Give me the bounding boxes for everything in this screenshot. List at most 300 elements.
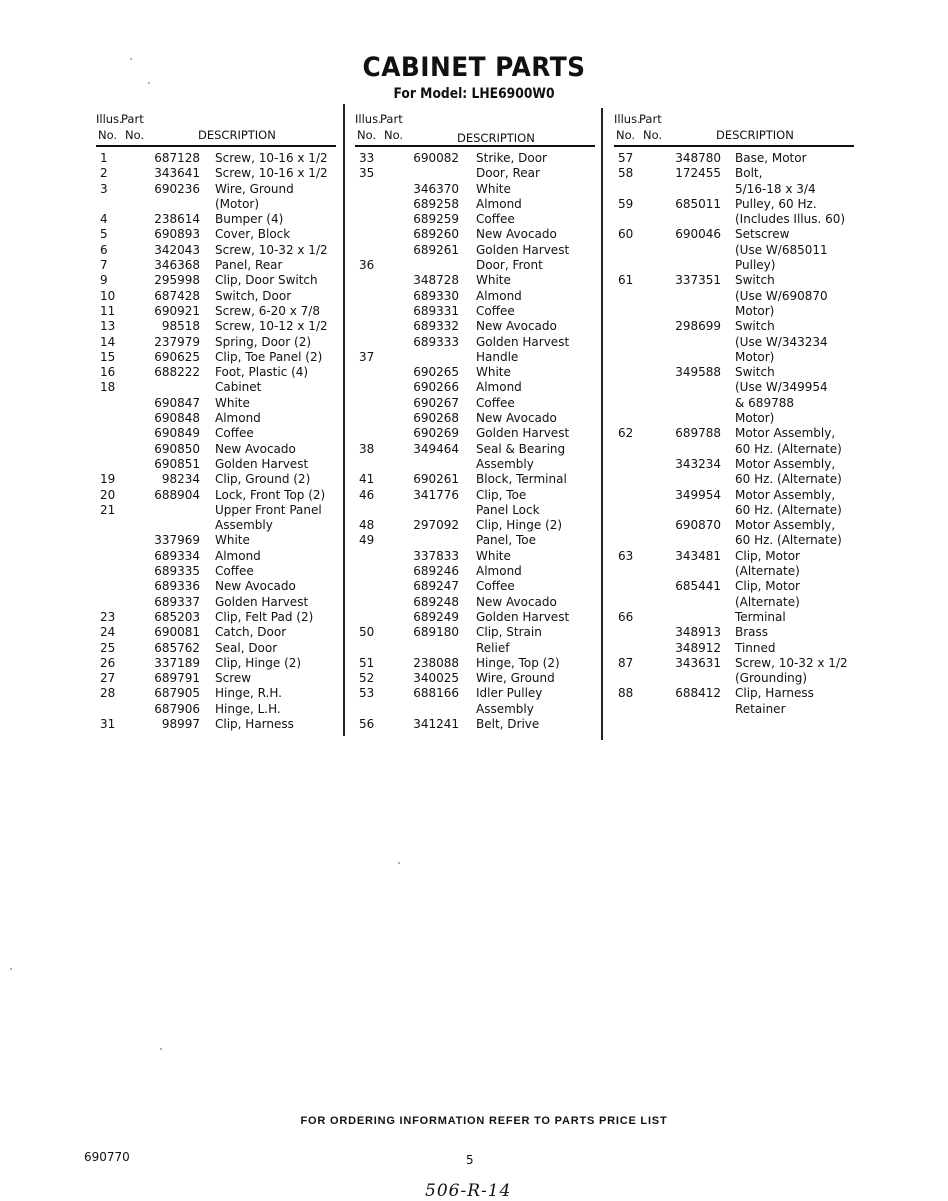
part-number: 685203 — [154, 609, 200, 624]
illus-number: 19 — [100, 472, 116, 487]
illus-number: 31 — [100, 716, 116, 731]
part-number: 689337 — [154, 594, 200, 609]
illus-number: 5 — [100, 227, 108, 242]
part-description: Bumper (4) — [215, 212, 284, 227]
part-description: Motor Assembly, — [735, 426, 836, 441]
illus-number: 36 — [359, 258, 375, 273]
parts-row — [96, 442, 336, 457]
parts-row — [96, 503, 336, 518]
parts-row — [96, 212, 336, 227]
part-description: Hinge, L.H. — [215, 701, 281, 716]
part-description: Seal, Door — [215, 640, 278, 655]
handwritten-note: 506-R-14 — [425, 1181, 512, 1201]
part-description: Tinned — [735, 640, 776, 655]
parts-row — [96, 656, 336, 671]
part-description: (Use W/690870 — [735, 288, 828, 303]
parts-row — [614, 212, 854, 227]
illus-number: 18 — [100, 380, 116, 395]
parts-row — [355, 166, 595, 181]
parts-row — [96, 518, 336, 533]
parts-row — [614, 258, 854, 273]
scan-speck — [148, 82, 150, 84]
parts-row — [96, 595, 336, 610]
part-description: Almond — [476, 196, 522, 211]
header-rule — [355, 145, 595, 147]
part-description: Wire, Ground — [215, 181, 294, 196]
part-number: 689246 — [413, 564, 459, 579]
parts-row — [355, 518, 595, 533]
part-description: (Use W/343234 — [735, 334, 828, 349]
part-number: 689260 — [413, 227, 459, 242]
parts-row — [355, 625, 595, 640]
parts-row — [614, 610, 854, 625]
part-description: (Use W/685011 — [735, 242, 828, 257]
parts-row — [614, 335, 854, 350]
part-number: 689249 — [413, 609, 459, 624]
part-description: Coffee — [476, 212, 515, 227]
part-number: 337189 — [154, 655, 200, 670]
part-number: 348913 — [675, 625, 721, 640]
part-number: 172455 — [675, 166, 721, 181]
column-divider — [343, 104, 345, 736]
illus-number: 58 — [618, 166, 634, 181]
parts-row — [614, 396, 854, 411]
part-description: 60 Hz. (Alternate) — [735, 502, 842, 517]
parts-row — [355, 671, 595, 686]
part-number: 690849 — [154, 426, 200, 441]
column-header — [96, 108, 336, 145]
parts-row — [96, 549, 336, 564]
illus-number: 13 — [100, 319, 116, 334]
parts-row — [355, 151, 595, 166]
illus-number: 16 — [100, 365, 116, 380]
parts-row — [96, 426, 336, 441]
part-number: 688904 — [154, 487, 200, 502]
parts-row — [96, 365, 336, 380]
parts-row — [614, 518, 854, 533]
parts-list — [96, 151, 336, 732]
parts-row — [96, 350, 336, 365]
part-description: Strike, Door — [476, 151, 547, 165]
parts-row — [614, 641, 854, 656]
illus-number: 3 — [100, 181, 108, 196]
part-description: Hinge, Top (2) — [476, 655, 560, 670]
parts-column-3 — [614, 108, 854, 717]
part-number: 690851 — [154, 456, 200, 471]
parts-row — [355, 549, 595, 564]
part-description: Screw, 10-16 x 1/2 — [215, 151, 328, 165]
part-description: White — [476, 365, 511, 380]
illus-number: 23 — [100, 609, 116, 624]
part-description: Bolt, — [735, 166, 763, 181]
part-number: 687906 — [154, 701, 200, 716]
part-number: 342043 — [154, 242, 200, 257]
illus-number: 7 — [100, 258, 108, 273]
parts-row — [355, 380, 595, 395]
illus-number: 35 — [359, 166, 375, 181]
illus-number: 26 — [100, 655, 116, 670]
parts-row — [614, 503, 854, 518]
parts-row — [355, 304, 595, 319]
part-number: 690850 — [154, 441, 200, 456]
part-description: Upper Front Panel — [215, 502, 322, 517]
parts-row — [355, 641, 595, 656]
part-description: 60 Hz. (Alternate) — [735, 441, 842, 456]
part-description: Switch — [735, 319, 775, 334]
parts-row — [614, 488, 854, 503]
part-description: Foot, Plastic (4) — [215, 365, 309, 380]
part-description: Motor) — [735, 349, 775, 364]
parts-row — [614, 671, 854, 686]
part-description: Block, Terminal — [476, 472, 567, 487]
part-number: 690267 — [413, 395, 459, 410]
column-header — [355, 108, 595, 145]
parts-row — [614, 656, 854, 671]
parts-row — [614, 457, 854, 472]
parts-row — [355, 273, 595, 288]
illus-number: 51 — [359, 655, 375, 670]
parts-row — [355, 488, 595, 503]
parts-row — [614, 151, 854, 166]
part-description: Panel Lock — [476, 502, 540, 517]
part-number: 343631 — [675, 655, 721, 670]
header-illus-no: No. — [616, 128, 636, 142]
part-number: 685441 — [675, 579, 721, 594]
part-description: Golden Harvest — [476, 609, 570, 624]
part-description: Motor) — [735, 411, 775, 426]
part-number: 689259 — [413, 212, 459, 227]
parts-row — [96, 564, 336, 579]
parts-row — [96, 319, 336, 334]
parts-row — [355, 289, 595, 304]
part-number: 687128 — [154, 151, 200, 165]
parts-row — [96, 686, 336, 701]
parts-row — [614, 319, 854, 334]
part-number: 689791 — [154, 671, 200, 686]
part-description: Idler Pulley — [476, 686, 543, 701]
parts-row — [96, 625, 336, 640]
part-description: Clip, Strain — [476, 625, 542, 640]
illus-number: 88 — [618, 686, 634, 701]
parts-row — [355, 426, 595, 441]
part-description: Panel, Toe — [476, 533, 537, 548]
illus-number: 61 — [618, 273, 634, 288]
part-description: Brass — [735, 625, 769, 640]
illus-number: 15 — [100, 349, 116, 364]
header-part: Part — [121, 112, 144, 126]
parts-row — [614, 350, 854, 365]
part-number: 238614 — [154, 212, 200, 227]
part-description: Cabinet — [215, 380, 262, 395]
part-description: Screw, 6-20 x 7/8 — [215, 303, 320, 318]
header-description: DESCRIPTION — [716, 128, 794, 142]
part-description: Almond — [215, 548, 261, 563]
part-description: Clip, Motor — [735, 548, 800, 563]
illus-number: 49 — [359, 533, 375, 548]
parts-row — [614, 411, 854, 426]
part-number: 690236 — [154, 181, 200, 196]
parts-row — [355, 335, 595, 350]
part-number: 690625 — [154, 349, 200, 364]
part-description: Coffee — [215, 426, 254, 441]
illus-number: 27 — [100, 671, 116, 686]
part-description: Screw, 10-16 x 1/2 — [215, 166, 328, 181]
scan-speck — [130, 58, 132, 60]
parts-row — [96, 182, 336, 197]
parts-row — [614, 182, 854, 197]
parts-row — [614, 702, 854, 717]
document-number: 690770 — [84, 1150, 130, 1164]
parts-row — [614, 289, 854, 304]
parts-list — [614, 151, 854, 717]
part-number: 349954 — [675, 487, 721, 502]
illus-number: 63 — [618, 548, 634, 563]
illus-number: 24 — [100, 625, 116, 640]
part-description: Door, Rear — [476, 166, 540, 181]
parts-row — [355, 319, 595, 334]
part-number: 690261 — [413, 472, 459, 487]
parts-row — [96, 166, 336, 181]
parts-row — [96, 533, 336, 548]
part-description: White — [476, 181, 511, 196]
part-description: Catch, Door — [215, 625, 287, 640]
parts-row — [614, 564, 854, 579]
parts-list — [355, 151, 595, 732]
parts-row — [355, 457, 595, 472]
part-number: 689247 — [413, 579, 459, 594]
parts-row — [355, 182, 595, 197]
illus-number: 66 — [618, 609, 634, 624]
parts-row — [96, 472, 336, 487]
part-description: Golden Harvest — [476, 426, 570, 441]
parts-row — [96, 702, 336, 717]
illus-number: 6 — [100, 242, 108, 257]
part-number: 689332 — [413, 319, 459, 334]
header-rule — [96, 145, 336, 147]
parts-row — [96, 380, 336, 395]
part-description: Base, Motor — [735, 151, 807, 165]
part-description: Clip, Felt Pad (2) — [215, 609, 314, 624]
part-description: Pulley, 60 Hz. — [735, 196, 817, 211]
part-description: Spring, Door (2) — [215, 334, 312, 349]
parts-row — [96, 641, 336, 656]
part-number: 689333 — [413, 334, 459, 349]
part-description: Panel, Rear — [215, 258, 283, 273]
part-description: Clip, Motor — [735, 579, 800, 594]
part-description: Screw, 10-12 x 1/2 — [215, 319, 328, 334]
parts-row — [614, 686, 854, 701]
part-description: Door, Front — [476, 258, 543, 273]
part-description: Screw, 10-32 x 1/2 — [735, 655, 848, 670]
part-number: 98518 — [161, 319, 200, 334]
parts-row — [355, 442, 595, 457]
parts-row — [355, 579, 595, 594]
parts-row — [355, 197, 595, 212]
page-title: CABINET PARTS — [362, 52, 586, 83]
part-description: Clip, Harness — [215, 716, 294, 731]
part-number: 689248 — [413, 594, 459, 609]
parts-row — [614, 595, 854, 610]
part-number: 343234 — [675, 456, 721, 471]
part-number: 690266 — [413, 380, 459, 395]
part-number: 346370 — [413, 181, 459, 196]
part-number: 340025 — [413, 671, 459, 686]
parts-row — [96, 151, 336, 166]
part-description: Switch — [735, 273, 775, 288]
part-description: 5/16-18 x 3/4 — [735, 181, 816, 196]
header-illus-no: No. — [98, 128, 118, 142]
part-description: Motor) — [735, 303, 775, 318]
part-number: 346368 — [154, 258, 200, 273]
part-description: Screw — [215, 671, 252, 686]
illus-number: 37 — [359, 349, 375, 364]
part-description: Almond — [476, 380, 522, 395]
illus-number: 56 — [359, 716, 375, 731]
parts-column-2 — [355, 108, 595, 732]
part-number: 348728 — [413, 273, 459, 288]
part-description: (Grounding) — [735, 671, 808, 686]
part-number: 689180 — [413, 625, 459, 640]
part-description: Motor Assembly, — [735, 518, 836, 533]
parts-row — [355, 411, 595, 426]
header-description: DESCRIPTION — [457, 131, 535, 145]
part-description: Clip, Hinge (2) — [215, 655, 302, 670]
illus-number: 41 — [359, 472, 375, 487]
part-number: 689261 — [413, 242, 459, 257]
part-description: Almond — [476, 564, 522, 579]
parts-row — [355, 533, 595, 548]
parts-row — [355, 686, 595, 701]
parts-row — [614, 304, 854, 319]
part-description: (Includes Illus. 60) — [735, 212, 846, 227]
part-number: 690848 — [154, 411, 200, 426]
part-description: Clip, Toe — [476, 487, 527, 502]
part-number: 341241 — [413, 716, 459, 731]
header-illus-no: No. — [357, 128, 377, 142]
part-description: Assembly — [215, 518, 273, 533]
parts-row — [355, 656, 595, 671]
page-number: 5 — [466, 1153, 474, 1167]
parts-row — [96, 717, 336, 732]
parts-row — [355, 365, 595, 380]
header-illus: Illus. — [355, 112, 382, 126]
part-number: 689330 — [413, 288, 459, 303]
part-description: & 689788 — [735, 395, 794, 410]
part-number: 690269 — [413, 426, 459, 441]
part-description: White — [476, 548, 511, 563]
part-description: White — [215, 395, 250, 410]
illus-number: 46 — [359, 487, 375, 502]
part-description: (Use W/349954 — [735, 380, 828, 395]
part-description: Wire, Ground — [476, 671, 555, 686]
part-description: Motor Assembly, — [735, 456, 836, 471]
part-description: Hinge, R.H. — [215, 686, 282, 701]
illus-number: 10 — [100, 288, 116, 303]
part-number: 349588 — [675, 365, 721, 380]
part-description: (Alternate) — [735, 594, 800, 609]
model-subtitle: For Model: LHE6900W0 — [393, 86, 555, 102]
parts-row — [614, 533, 854, 548]
part-description: New Avocado — [215, 441, 296, 456]
parts-row — [614, 549, 854, 564]
part-number: 348780 — [675, 151, 721, 165]
illus-number: 60 — [618, 227, 634, 242]
part-number: 295998 — [154, 273, 200, 288]
part-number: 690082 — [413, 151, 459, 165]
part-description: Switch — [735, 365, 775, 380]
parts-row — [355, 258, 595, 273]
illus-number: 1 — [100, 151, 108, 165]
parts-row — [355, 350, 595, 365]
illus-number: 59 — [618, 196, 634, 211]
parts-row — [355, 717, 595, 732]
part-number: 343641 — [154, 166, 200, 181]
part-description: Switch, Door — [215, 288, 292, 303]
parts-row — [614, 227, 854, 242]
parts-row — [96, 289, 336, 304]
parts-row — [614, 197, 854, 212]
parts-row — [96, 227, 336, 242]
part-number: 98997 — [161, 716, 200, 731]
part-number: 690847 — [154, 395, 200, 410]
part-number: 685762 — [154, 640, 200, 655]
part-number: 690268 — [413, 411, 459, 426]
parts-row — [355, 503, 595, 518]
part-description: Belt, Drive — [476, 716, 540, 731]
part-description: 60 Hz. (Alternate) — [735, 533, 842, 548]
part-number: 690081 — [154, 625, 200, 640]
illus-number: 9 — [100, 273, 108, 288]
header-part: Part — [639, 112, 662, 126]
parts-row — [614, 625, 854, 640]
part-description: Almond — [215, 411, 261, 426]
illus-number: 48 — [359, 518, 375, 533]
part-description: Clip, Toe Panel (2) — [215, 349, 323, 364]
scan-speck — [160, 1048, 162, 1050]
illus-number: 2 — [100, 166, 108, 181]
part-description: Coffee — [215, 564, 254, 579]
header-description: DESCRIPTION — [198, 128, 276, 142]
part-number: 690046 — [675, 227, 721, 242]
illus-number: 53 — [359, 686, 375, 701]
parts-row — [96, 243, 336, 258]
parts-column-1 — [96, 108, 336, 732]
illus-number: 38 — [359, 441, 375, 456]
parts-row — [96, 258, 336, 273]
header-part-no: No. — [384, 128, 404, 142]
header-illus: Illus. — [614, 112, 641, 126]
illus-number: 21 — [100, 502, 116, 517]
header-rule — [614, 145, 854, 147]
part-description: New Avocado — [476, 227, 557, 242]
part-description: Motor Assembly, — [735, 487, 836, 502]
parts-row — [96, 335, 336, 350]
part-number: 688222 — [154, 365, 200, 380]
part-description: Assembly — [476, 701, 534, 716]
scan-speck — [10, 968, 12, 970]
parts-row — [355, 227, 595, 242]
illus-number: 62 — [618, 426, 634, 441]
header-part: Part — [380, 112, 403, 126]
part-number: 689331 — [413, 303, 459, 318]
part-description: 60 Hz. (Alternate) — [735, 472, 842, 487]
part-number: 690893 — [154, 227, 200, 242]
parts-row — [355, 610, 595, 625]
parts-row — [614, 426, 854, 441]
illus-number: 11 — [100, 303, 116, 318]
parts-row — [355, 212, 595, 227]
parts-row — [614, 273, 854, 288]
